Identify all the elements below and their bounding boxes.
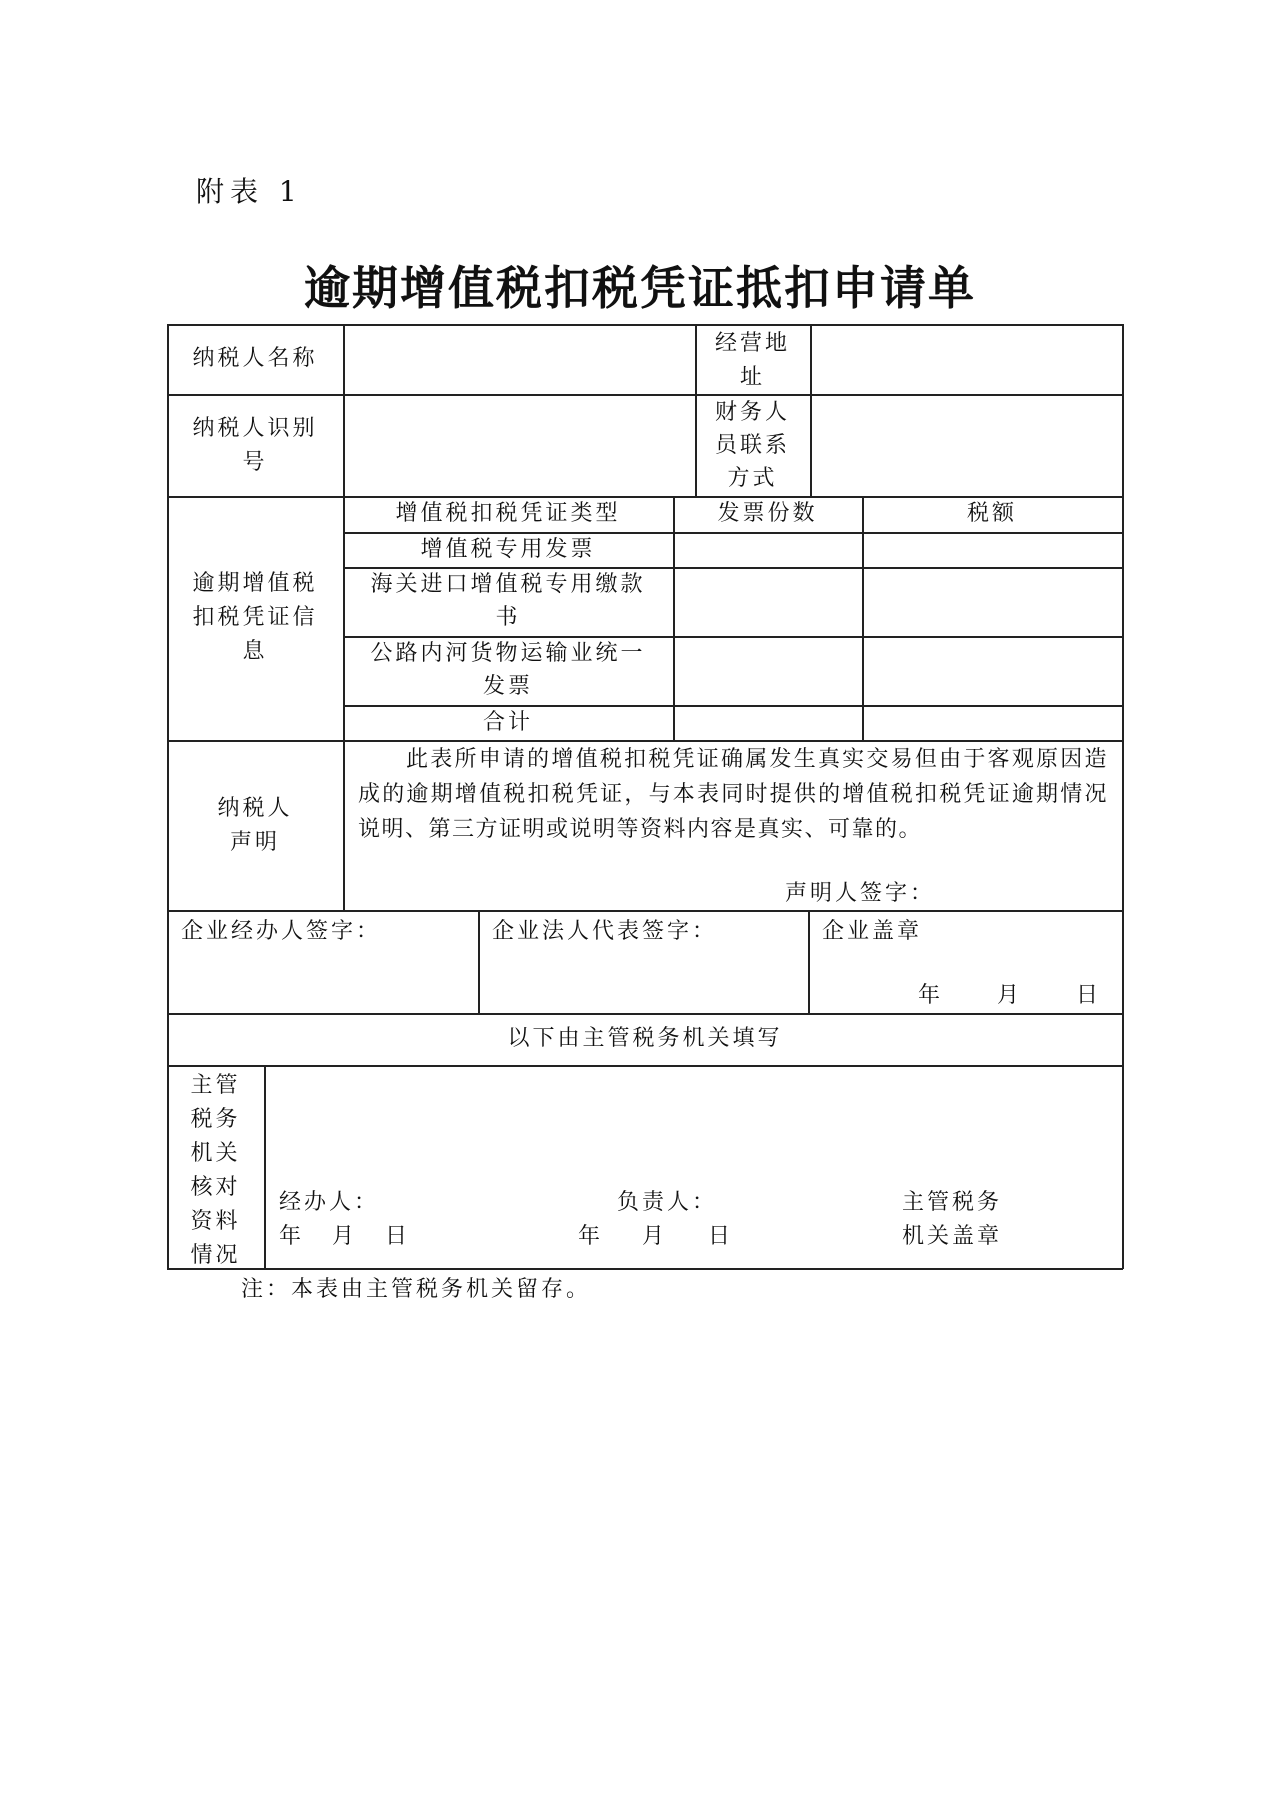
responsible-year: 年: [578, 1224, 604, 1249]
seal-month: 月: [997, 983, 1023, 1008]
row-vat-special-invoice: 增值税专用发票: [420, 537, 596, 562]
declaration-text: 此表所申请的增值税扣税凭证确属发生真实交易但由于客观原因造成的逾期增值税扣税凭证，与本表同时提供的增值税扣税凭证逾期情况说明、第三方证明或说明等资料内容是真实、可靠的。: [358, 747, 1108, 842]
authority-header: 以下由主管税务机关填写: [507, 1026, 783, 1051]
authority-seal-line2: 机关盖章: [902, 1224, 1003, 1249]
voucher-label-line1: 逾期增值税: [192, 571, 318, 596]
handler-label: 经办人：: [279, 1190, 380, 1215]
vat-invoice-count-cell[interactable]: [673, 532, 862, 567]
authority-label-1: 主管: [190, 1073, 241, 1098]
contact-label-line3: 方式: [727, 466, 778, 491]
authority-label-5: 资料: [190, 1209, 241, 1234]
taxpayer-name-label: 纳税人名称: [192, 346, 318, 371]
divider: [167, 910, 1123, 912]
footnote: 注：本表由主管税务机关留存。: [241, 1277, 592, 1302]
agent-signature-label: 企业经办人签字：: [181, 919, 382, 944]
company-seal-label: 企业盖章: [822, 919, 923, 944]
address-cell[interactable]: [810, 324, 1122, 394]
row-transport-line2: 发票: [482, 674, 533, 699]
legal-rep-signature-label: 企业法人代表签字：: [492, 919, 718, 944]
agent-signature-area[interactable]: [168, 950, 478, 1010]
table-border-right: [1122, 324, 1124, 1269]
row-customs-line2: 书: [495, 605, 521, 630]
contact-label-line1: 财务人: [714, 400, 790, 425]
declaration-label-line2: 声明: [229, 830, 280, 855]
annex-label: 附表 1: [196, 175, 303, 208]
contact-label-line2: 员联系: [714, 433, 790, 458]
customs-amount-cell[interactable]: [862, 567, 1122, 636]
authority-label-4: 核对: [190, 1175, 241, 1200]
seal-year: 年: [918, 983, 944, 1008]
address-label-line1: 经营地: [714, 331, 790, 356]
seal-day: 日: [1076, 983, 1102, 1008]
authority-review-area[interactable]: [266, 1067, 1120, 1187]
handler-year: 年: [279, 1224, 305, 1249]
taxpayer-name-cell[interactable]: [343, 324, 695, 394]
transport-count-cell[interactable]: [673, 636, 862, 705]
divider: [167, 1013, 1123, 1015]
declarant-signature-label: 声明人签字：: [785, 881, 936, 906]
authority-seal-line1: 主管税务: [902, 1190, 1003, 1215]
handler-month: 月: [332, 1224, 358, 1249]
taxpayer-id-label-line1: 纳税人识别: [192, 416, 318, 441]
total-count-cell[interactable]: [673, 705, 862, 740]
divider: [808, 910, 810, 1013]
taxpayer-id-label-line2: 号: [242, 450, 268, 475]
handler-day: 日: [385, 1224, 411, 1249]
col-tax-amount: 税额: [966, 501, 1017, 526]
declaration-label-line1: 纳税人: [217, 796, 293, 821]
voucher-label-line2: 扣税凭证信: [192, 605, 318, 630]
total-amount-cell[interactable]: [862, 705, 1122, 740]
customs-count-cell[interactable]: [673, 567, 862, 636]
row-transport-line1: 公路内河货物运输业统一: [370, 641, 646, 666]
authority-label-3: 机关: [190, 1141, 241, 1166]
col-invoice-count: 发票份数: [717, 501, 818, 526]
table-border-bottom: [167, 1268, 1123, 1270]
responsible-day: 日: [708, 1224, 734, 1249]
address-label-line2: 址: [739, 365, 765, 390]
responsible-month: 月: [642, 1224, 668, 1249]
authority-label-6: 情况: [190, 1243, 241, 1268]
contact-cell[interactable]: [810, 394, 1122, 496]
vat-tax-amount-cell[interactable]: [862, 532, 1122, 567]
row-total: 合计: [482, 710, 533, 735]
transport-amount-cell[interactable]: [862, 636, 1122, 705]
authority-label-2: 税务: [190, 1107, 241, 1132]
voucher-label-line3: 息: [242, 639, 268, 664]
legal-rep-signature-area[interactable]: [480, 950, 807, 1010]
row-customs-line1: 海关进口增值税专用缴款: [370, 572, 646, 597]
taxpayer-id-cell[interactable]: [343, 394, 695, 496]
document-title: 逾期增值税扣税凭证抵扣申请单: [304, 261, 976, 315]
responsible-label: 负责人：: [617, 1190, 718, 1215]
col-voucher-type: 增值税扣税凭证类型: [395, 501, 621, 526]
